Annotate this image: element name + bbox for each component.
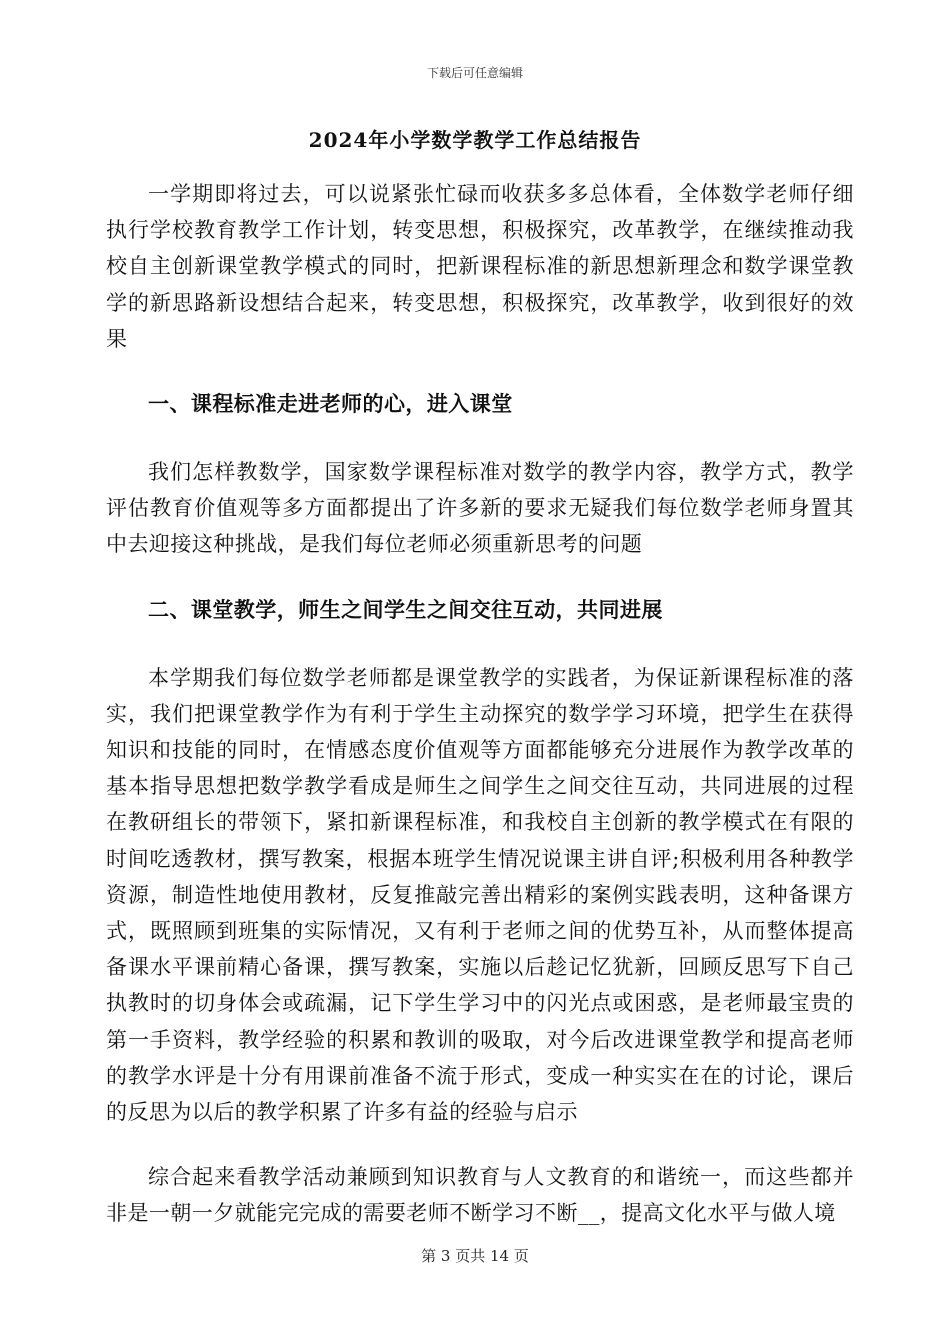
section-2-heading: 二、课堂教学，师生之间学生之间交往互动，共同进展	[148, 596, 663, 622]
section-2-paragraph: 本学期我们每位数学老师都是课堂教学的实践者，为保证新课程标准的落实，我们把课堂教学作为有利于学生主动探究的数学学习环境，把学生在获得知识和技能的同时，在情感态度价值观等方面都能够充分进展作为教学改革的基本指导思想把数学教学看成是师生之间学生之间交往互动，共同进展的过程在教研组长的带领下，紧扣新课程标准，和我校自主创新的教学模式在有限的时间吃透教材，撰写教案，根据本班学生情况说课主讲自评;积极利用各种教学资源，制造性地使用教材，反复推敲完善出精彩的案例实践表明，这种备课方式，既照顾到班集的实际情况，又有利于老师之间的优势互补，从而整体提高备课水平课前精心备课，撰写教案，实施以后趁记忆犹新，回顾反思写下自己执教时的切身体会或疏漏，记下学生学习中的闪光点或困惑，是老师最宝贵的第一手资料，教学经验的积累和教训的吸取，对今后改进课堂教学和提高老师的教学水评是十分有用课前准备不流于形式，变成一种实实在在的讨论，课后的反思为以后的教学积累了许多有益的经验与启示	[106, 665, 854, 1125]
section-1-paragraph: 我们怎样教数学，国家数学课程标准对数学的教学内容，教学方式，教学评估教育价值观等多方面都提出了许多新的要求无疑我们每位数学老师身置其中去迎接这种挑战，是我们每位老师必须重新思考的问题	[106, 460, 854, 557]
section-2-paragraph-2: 综合起来看教学活动兼顾到知识教育与人文教育的和谐统一，而这些都并非是一朝一夕就能完完成的需要老师不断学习不断__，提高文化水平与做人境	[106, 1165, 854, 1226]
header-note: 下载后可任意编辑	[426, 66, 523, 80]
section-1-heading: 一、课程标准走进老师的心，进入课堂	[148, 391, 513, 417]
intro-paragraph: 一学期即将过去，可以说紧张忙碌而收获多多总体看，全体数学老师仔细执行学校教育教学工作计划，转变思想，积极探究，改革教学，在继续推动我校自主创新课堂教学模式的同时，把新课程标准的新思想新理念和数学课堂教学的新思路新设想结合起来，转变思想，积极探究，改革教学，收到很好的效果	[106, 182, 854, 351]
document-body	[106, 176, 854, 1232]
document-title: 2024年小学数学教学工作总结报告	[308, 128, 642, 152]
page-number: 第 3 页共 14 页	[421, 1247, 529, 1265]
